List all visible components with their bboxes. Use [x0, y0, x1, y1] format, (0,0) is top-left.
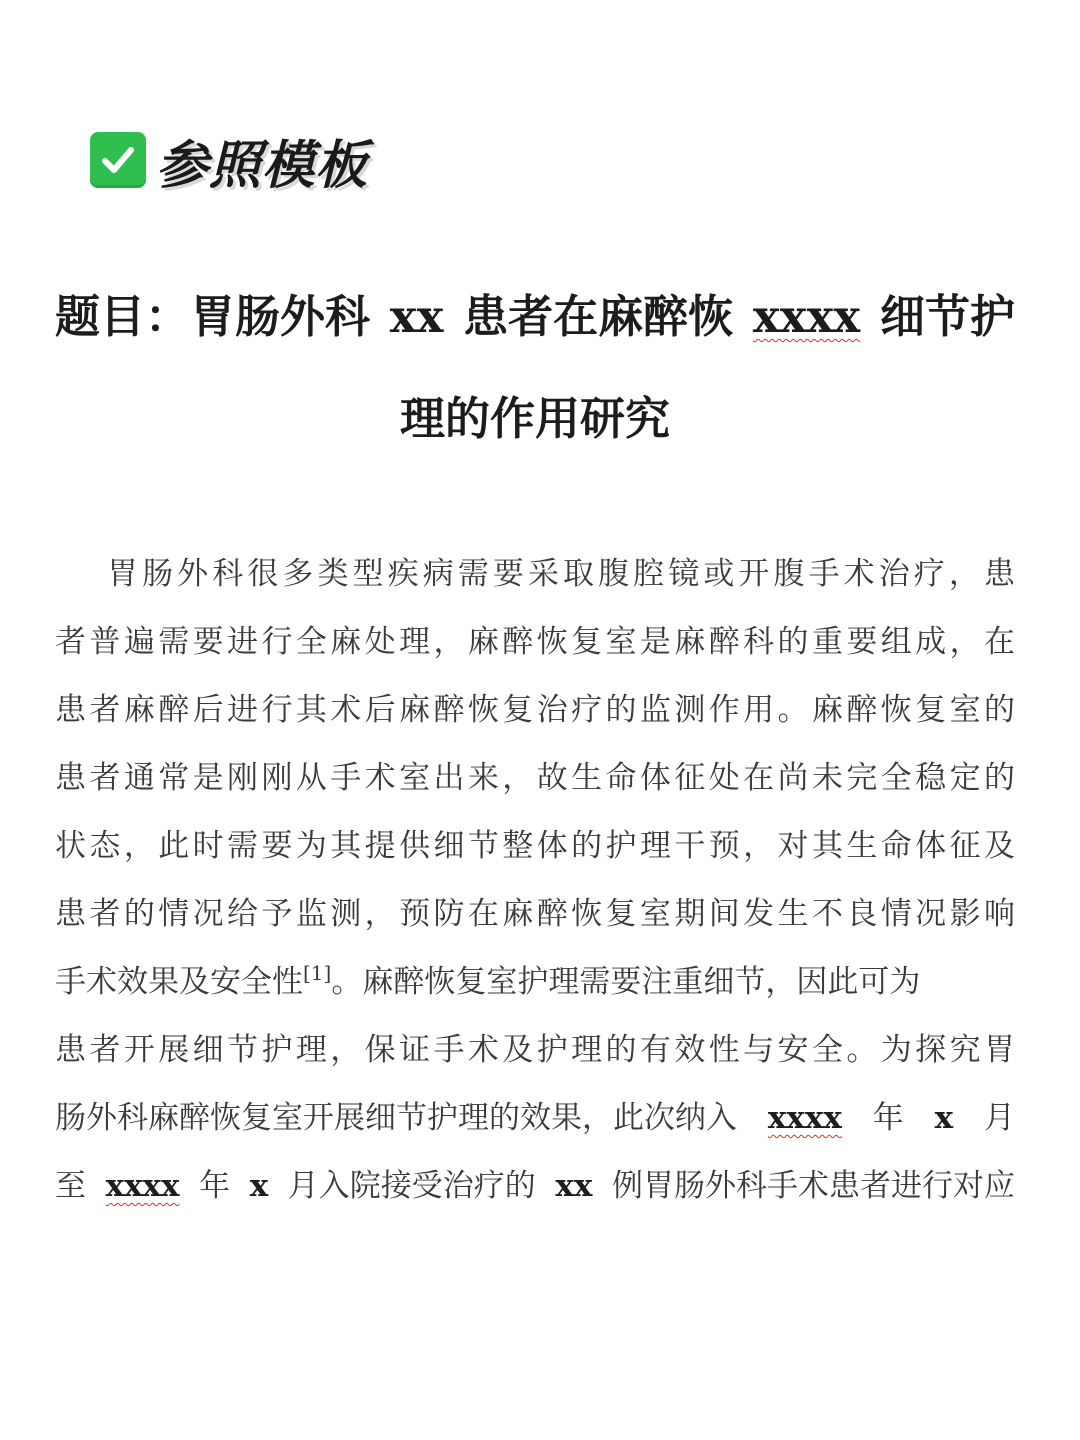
body-paragraph: [55, 540, 1015, 1220]
placeholder-var: xxxx: [767, 1100, 842, 1136]
title-suffix: 细节护: [879, 290, 1015, 343]
title-mid: 患者在麻醉恢: [463, 290, 734, 343]
body-line: 状 态 ， 此 时 需 要 为 其 提 供 细 节 整 体 的 护 理 干 预 ， 对 其 生 命 体 征 及: [55, 828, 1015, 864]
line-segment: 至: [55, 1168, 86, 1204]
line-segment: 手术效果及安全性[1]。麻醉恢复室护理需要注重细节，因此可为: [55, 961, 921, 1000]
line-segment: 年: [872, 1100, 904, 1136]
title-line-2: 理的作用研究: [399, 392, 670, 445]
placeholder-var: xx: [555, 1168, 593, 1204]
body-line: [55, 948, 1015, 1016]
line-segment: 例胃肠外科手术患者进行对应: [611, 1168, 1015, 1204]
body-line: [55, 1152, 1015, 1220]
line-segment: 月入院接受治疗的: [287, 1168, 536, 1204]
body-line: [55, 1084, 1015, 1152]
body-line: 患 者 通 常 是 刚 刚 从 手 术 室 出 来 ， 故 生 命 体 征 处 在 尚 未 完 全 稳 定 的: [55, 760, 1015, 796]
title-prefix: 题目：胃肠外科: [55, 290, 371, 343]
placeholder-var: xxxx: [105, 1168, 180, 1204]
body-line: 胃 肠 外 科 很 多 类 型 疾 病 需 要 采 取 腹 腔 镜 或 开 腹 手 术 治 疗 ， 患: [107, 556, 1015, 592]
body-line: 患 者 的 情 况 给 予 监 测 ， 预 防 在 麻 醉 恢 复 室 期 间 发 生 不 良 情 况 影 响: [55, 896, 1015, 932]
placeholder-var: x: [249, 1168, 269, 1204]
line-segment: 肠外科麻醉恢复室开展细节护理的效果，此次纳入: [55, 1100, 737, 1136]
line-segment: 年: [199, 1168, 231, 1204]
title-var-2: xxxx: [752, 290, 861, 343]
placeholder-var: x: [934, 1100, 954, 1136]
body-line: 者 普 遍 需 要 进 行 全 麻 处 理 ， 麻 醉 恢 复 室 是 麻 醉 科 的 重 要 组 成 ， 在: [55, 624, 1015, 660]
title-var-1: xx: [389, 290, 444, 343]
title-line-1: [55, 282, 1015, 352]
body-line: 患 者 麻 醉 后 进 行 其 术 后 麻 醉 恢 复 治 疗 的 监 测 作 用 。 麻 醉 恢 复 室 的: [55, 692, 1015, 728]
citation-ref: [1]: [303, 961, 332, 985]
badge-label: 参照模板: [156, 135, 369, 196]
line-segment: 月: [983, 1100, 1015, 1136]
paper-title: [55, 282, 1015, 454]
body-line: 患 者 开 展 细 节 护 理 ， 保 证 手 术 及 护 理 的 有 效 性 与 安 全 。 为 探 究 胃: [55, 1032, 1015, 1068]
check-icon: [90, 132, 146, 188]
template-badge: [90, 128, 369, 196]
